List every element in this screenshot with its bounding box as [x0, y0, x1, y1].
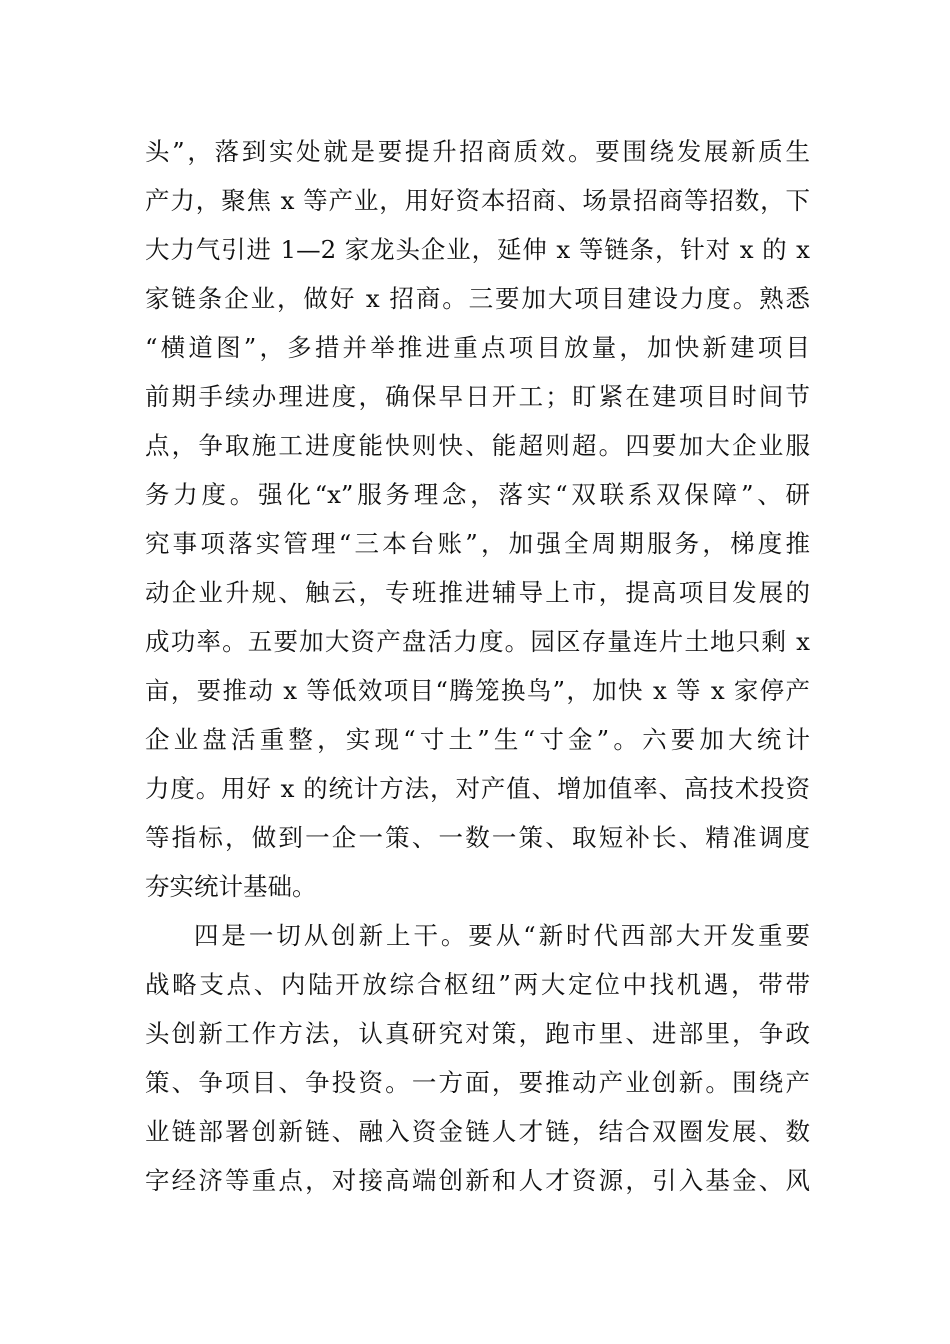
- text-line: 家链条企业，做好 x 招商。三要加大项目建设力度。熟悉: [145, 284, 810, 313]
- text-line: 成功率。五要加大资产盘活力度。园区存量连片土地只剩 x: [145, 627, 810, 656]
- text-line: 亩，要推动 x 等低效项目“腾笼换鸟”，加快 x 等 x 家停产: [145, 676, 810, 705]
- text-line: 力度。用好 x 的统计方法，对产值、增加值率、高技术投资: [145, 774, 810, 803]
- text-line: 究事项落实管理“三本台账”，加强全周期服务，梯度推: [145, 529, 810, 558]
- text-line: 等指标，做到一企一策、一数一策、取短补长、精准调度: [145, 823, 810, 852]
- paragraph-1: [145, 127, 810, 911]
- text-line: 头创新工作方法，认真研究对策，跑市里、进部里，争政: [145, 1019, 810, 1048]
- paragraph-2: [145, 911, 810, 1205]
- text-line: “横道图”，多措并举推进重点项目放量，加快新建项目: [145, 333, 810, 362]
- text-line: 字经济等重点，对接高端创新和人才资源，引入基金、风: [145, 1166, 810, 1195]
- text-line: 大力气引进 1—2 家龙头企业，延伸 x 等链条，针对 x 的 x: [145, 235, 810, 264]
- text-line: 头”，落到实处就是要提升招商质效。要围绕发展新质生: [145, 137, 810, 166]
- text-line: 动企业升规、触云，专班推进辅导上市，提高项目发展的: [145, 578, 810, 607]
- text-line: 企业盘活重整，实现“寸土”生“寸金”。六要加大统计: [145, 725, 810, 754]
- text-line: 点，争取施工进度能快则快、能超则超。四要加大企业服: [145, 431, 810, 460]
- text-line: 前期手续办理进度，确保早日开工；盯紧在建项目时间节: [145, 382, 810, 411]
- text-line: 业链部署创新链、融入资金链人才链，结合双圈发展、数: [145, 1117, 810, 1146]
- text-line: 战略支点、内陆开放综合枢纽”两大定位中找机遇，带带: [145, 970, 810, 999]
- text-line: 夯实统计基础。: [145, 872, 317, 901]
- text-line: 策、争项目、争投资。一方面，要推动产业创新。围绕产: [145, 1068, 810, 1097]
- document-body: [145, 127, 810, 1205]
- text-line: 产力，聚焦 x 等产业，用好资本招商、场景招商等招数，下: [145, 186, 810, 215]
- text-line: 务力度。强化“x”服务理念，落实“双联系双保障”、研: [145, 480, 810, 509]
- text-line: 四是一切从创新上干。要从“新时代西部大开发重要: [194, 921, 810, 950]
